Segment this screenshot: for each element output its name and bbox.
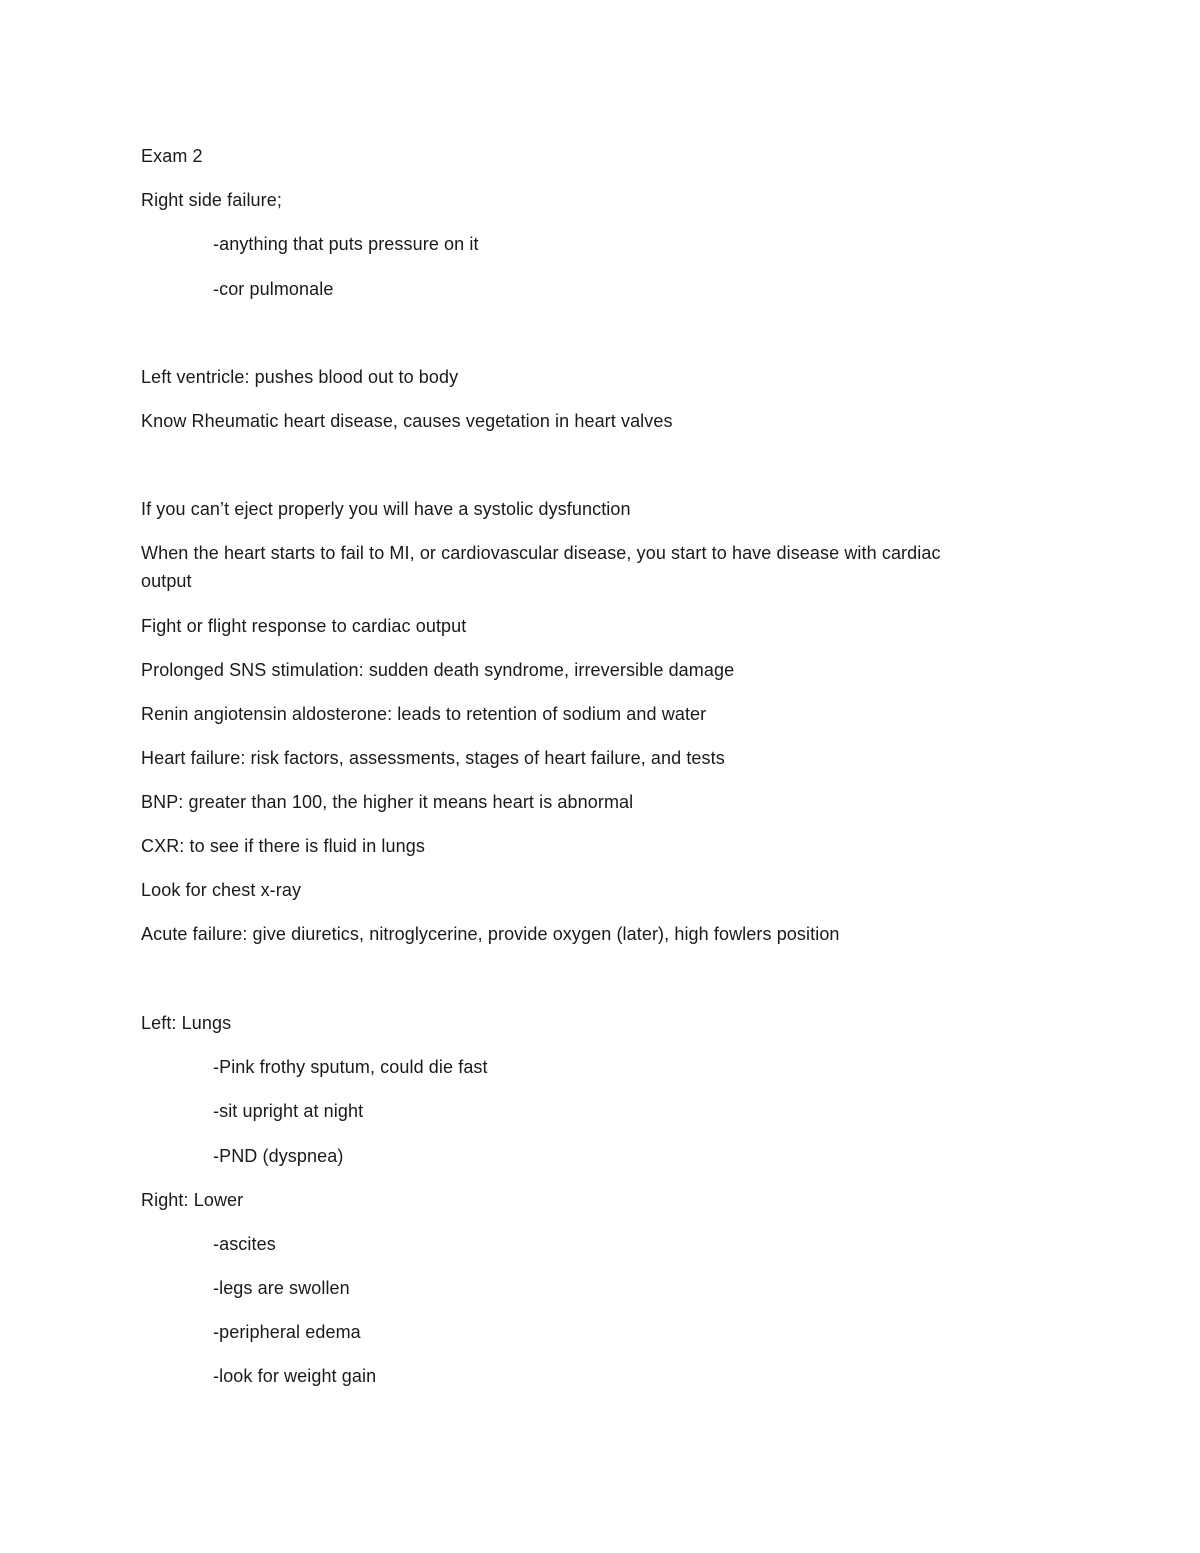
- note-line: When the heart starts to fail to MI, or cardiovascular disease, you start to have disease with cardiac: [141, 543, 941, 563]
- note-line: Renin angiotensin aldosterone: leads to retention of sodium and water: [141, 704, 707, 724]
- bullet-line: -PND (dyspnea): [213, 1146, 344, 1166]
- bullet-line: -anything that puts pressure on it: [213, 234, 479, 254]
- heading-exam: Exam 2: [141, 146, 203, 166]
- note-line: CXR: to see if there is fluid in lungs: [141, 836, 425, 856]
- note-line: Look for chest x-ray: [141, 880, 302, 900]
- note-line: Prolonged SNS stimulation: sudden death syndrome, irreversible damage: [141, 660, 735, 680]
- bullet-line: -cor pulmonale: [213, 279, 334, 299]
- bullet-line: -ascites: [213, 1234, 276, 1254]
- note-line-continued: output: [141, 571, 192, 591]
- note-line: Right: Lower: [141, 1190, 244, 1210]
- bullet-line: -look for weight gain: [213, 1366, 377, 1386]
- note-line: Acute failure: give diuretics, nitroglycerine, provide oxygen (later), high fowlers position: [141, 924, 840, 944]
- note-line: Right side failure;: [141, 190, 282, 210]
- bullet-line: -peripheral edema: [213, 1322, 361, 1342]
- note-line: Heart failure: risk factors, assessments, stages of heart failure, and tests: [141, 748, 725, 768]
- note-line: Know Rheumatic heart disease, causes vegetation in heart valves: [141, 411, 673, 431]
- note-line: Left: Lungs: [141, 1013, 232, 1033]
- note-line: BNP: greater than 100, the higher it means heart is abnormal: [141, 792, 634, 812]
- note-line: If you can’t eject properly you will have a systolic dysfunction: [141, 499, 631, 519]
- bullet-line: -legs are swollen: [213, 1278, 350, 1298]
- bullet-line: -sit upright at night: [213, 1101, 364, 1121]
- note-line: Fight or flight response to cardiac output: [141, 616, 467, 636]
- note-line: Left ventricle: pushes blood out to body: [141, 367, 459, 387]
- bullet-line: -Pink frothy sputum, could die fast: [213, 1057, 488, 1077]
